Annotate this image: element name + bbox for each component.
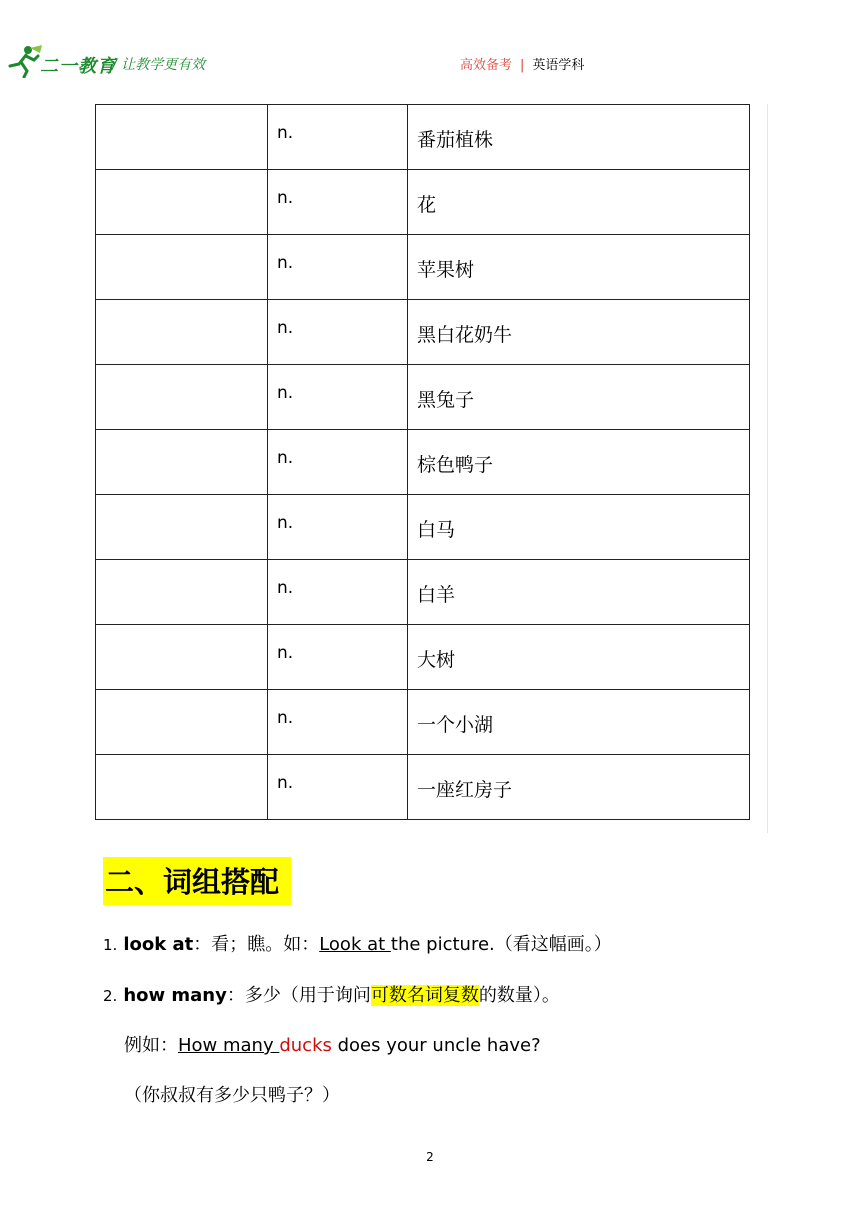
section-title: 二、词组搭配 [103,857,291,905]
pos-cell [268,365,408,430]
pos-cell [268,755,408,820]
english-cell[interactable] [96,690,268,755]
pos-cell-text: n. [277,188,294,208]
pos-cell [268,170,408,235]
header-subject [460,54,584,73]
phrase-text: how many [123,985,227,1006]
english-cell[interactable] [96,560,268,625]
table-row [96,365,750,430]
english-cell[interactable] [96,625,268,690]
header-label-subject: 英语学科 [532,58,585,73]
example-keyword: ducks [279,1035,332,1056]
pos-cell [268,300,408,365]
chinese-cell [408,170,750,235]
chinese-cell-text: 大树 [417,649,456,671]
table-row [96,105,750,170]
table-edge-line [767,104,768,833]
pos-cell [268,105,408,170]
chinese-cell-text: 黑白花奶牛 [417,324,513,346]
pos-cell [268,625,408,690]
table-row [96,235,750,300]
chinese-cell [408,300,750,365]
page-number: 2 [426,1150,434,1164]
example-prefix: 例如： [124,1035,178,1056]
pos-cell-text: n. [277,123,294,143]
chinese-cell-text: 白羊 [417,584,456,606]
phrase-meaning-a: ：多少（用于询问 [226,985,371,1006]
example-rest: the picture.（看这幅画。） [390,934,612,955]
chinese-cell [408,495,750,560]
pos-cell-text: n. [277,513,294,533]
table-row [96,625,750,690]
pos-cell [268,495,408,560]
chinese-cell [408,625,750,690]
chinese-cell [408,235,750,300]
chinese-cell-text: 一座红房子 [417,779,513,801]
table-row [96,170,750,235]
pos-cell [268,430,408,495]
table-row [96,560,750,625]
example-translation: （你叔叔有多少只鸭子？） [124,1085,340,1106]
phrase-meaning-b: 的数量）。 [478,985,560,1006]
english-cell[interactable] [96,300,268,365]
table-row [96,300,750,365]
chinese-cell [408,560,750,625]
pos-cell [268,235,408,300]
chinese-cell-text: 黑兔子 [417,389,475,411]
example-rest: does your uncle have? [331,1035,541,1056]
item-number: 1. [103,936,118,954]
chinese-cell-text: 花 [417,194,437,216]
pos-cell-text: n. [277,708,294,728]
phrase-item-2 [103,981,560,1007]
pos-cell-text: n. [277,253,294,273]
chinese-cell-text: 苹果树 [417,259,475,281]
table-row [96,495,750,560]
chinese-cell [408,365,750,430]
brand-slogan: / 让教学更有效 [112,57,206,73]
pos-cell-text: n. [277,383,294,403]
english-cell[interactable] [96,235,268,300]
phrase-text: look at [123,934,194,955]
chinese-cell [408,755,750,820]
table-row [96,430,750,495]
english-cell[interactable] [96,170,268,235]
english-cell[interactable] [96,105,268,170]
table-row [96,690,750,755]
chinese-cell-text: 一个小湖 [417,714,494,736]
pos-cell-text: n. [277,318,294,338]
english-cell[interactable] [96,365,268,430]
chinese-cell [408,690,750,755]
brand-name: 二一教育 [40,56,116,77]
highlighted-term: 可数名词复数 [370,985,479,1006]
chinese-cell [408,105,750,170]
pos-cell [268,560,408,625]
chinese-cell-text: 棕色鸭子 [417,454,494,476]
header-separator: | [520,58,525,73]
example-underlined: How many [178,1035,280,1056]
item-number: 2. [103,987,118,1005]
pos-cell-text: n. [277,643,294,663]
pos-cell-text: n. [277,578,294,598]
chinese-cell-text: 番茄植株 [417,129,494,151]
chinese-cell-text: 白马 [417,519,456,541]
english-cell[interactable] [96,495,268,560]
runner-logo-icon [4,44,44,78]
english-cell[interactable] [96,430,268,495]
pos-cell-text: n. [277,773,294,793]
example-underlined: Look at [319,934,391,955]
phrase-item-1 [103,930,612,956]
page-header [0,40,860,84]
header-label-exam: 高效备考 [460,58,513,73]
pos-cell-text: n. [277,448,294,468]
table-row [96,755,750,820]
vocab-table [95,104,750,820]
chinese-cell [408,430,750,495]
english-cell[interactable] [96,755,268,820]
example-sentence [124,1031,541,1057]
pos-cell [268,690,408,755]
phrase-meaning: ：看；瞧。如： [193,934,320,955]
